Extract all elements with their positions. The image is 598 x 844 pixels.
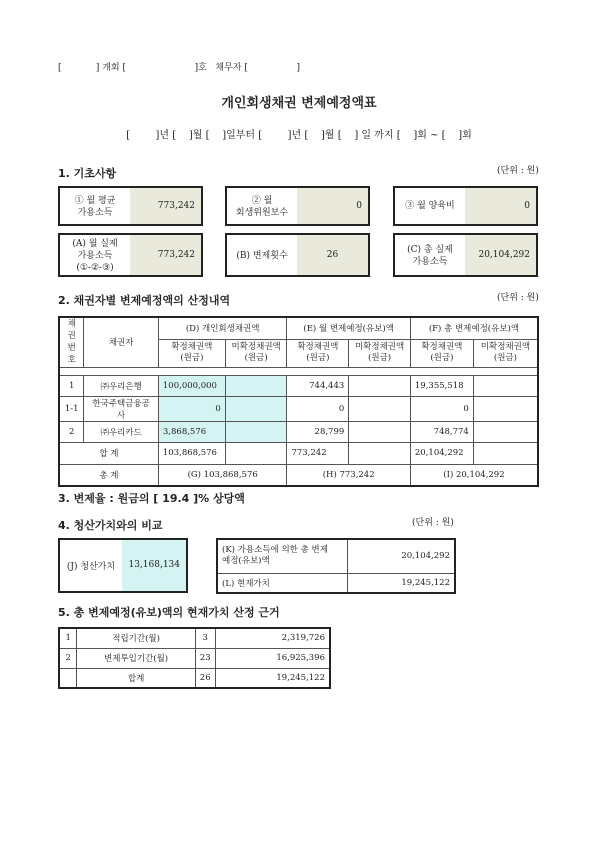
real-income-value: 773,242 [130, 235, 201, 275]
total-income-value: 20,104,292 [465, 235, 536, 275]
l-value: 19,245,122 [348, 573, 455, 593]
pv-sum-months: 26 [195, 668, 215, 688]
header-d-unconfirmed: 미확정채권액 (원금) [225, 339, 287, 367]
row-e-confirmed: 28,799 [287, 421, 349, 442]
row-e-unconfirmed [349, 396, 411, 421]
present-value-table [58, 627, 331, 689]
table-row [59, 421, 538, 442]
row-f-confirmed: 748,774 [410, 421, 473, 442]
k-value: 20,104,292 [348, 539, 455, 573]
period-line: [ ]년 [ ]월 [ ]일부터 [ ]년 [ ]월 [ ] 일 까지 [ ]회 ~ [ ]회 [126, 130, 472, 141]
case-header: [ ] 개회 [ ]호 채무자 [ ] [58, 63, 301, 73]
row-creditor: 한국주택금융공사 [84, 396, 158, 421]
pv-row-no: 2 [59, 648, 77, 668]
header-d-confirmed: 확정채권액 (원금) [158, 339, 225, 367]
pv-row-value: 16,925,396 [215, 648, 330, 668]
row-e-unconfirmed [349, 421, 411, 442]
row-d-confirmed: 3,868,576 [158, 421, 225, 442]
real-income-box [58, 233, 203, 277]
total-label: 총 계 [59, 464, 158, 486]
sum-d: 103,868,576 [158, 442, 225, 464]
row-f-confirmed: 19,355,518 [410, 375, 473, 396]
child-support-box [393, 186, 538, 226]
row-d-confirmed: 100,000,000 [158, 375, 225, 396]
row-d-unconfirmed [225, 396, 287, 421]
unit-label-2: (단위 : 원) [497, 293, 539, 303]
pv-row-label: 변제투입기간(월) [77, 648, 195, 668]
row-no: 1 [59, 375, 84, 396]
payment-count-box [225, 233, 370, 277]
row-creditor: ㈜우리은행 [84, 375, 158, 396]
sum-label: 합 계 [59, 442, 158, 464]
liquidation-value-box [58, 538, 188, 593]
total-i: (I) 20,104,292 [410, 464, 538, 486]
pv-row-no: 1 [59, 628, 77, 648]
liquidation-value-label: (J) 청산가치 [66, 562, 116, 572]
avg-income-label: ① 월 평균 가용소득 [74, 196, 116, 218]
row-d-unconfirmed [225, 375, 287, 396]
row-no: 1-1 [59, 396, 84, 421]
l-label: (L) 현재가치 [217, 573, 348, 593]
liquidation-value: 13,168,134 [122, 540, 186, 591]
row-d-confirmed: 0 [158, 396, 225, 421]
section3-title: 3. 변제율 : 원금의 [ 19.4 ]% 상당액 [58, 492, 245, 505]
row-f-confirmed: 0 [410, 396, 473, 421]
total-income-label: (C) 총 실제 가용소득 [407, 245, 453, 267]
sum-e: 773,242 [287, 442, 349, 464]
pv-sum-value: 19,245,122 [215, 668, 330, 688]
row-f-unconfirmed [473, 421, 538, 442]
table-row [59, 648, 330, 668]
committee-fee-value: 0 [297, 188, 368, 224]
child-support-value: 0 [465, 188, 536, 224]
real-income-label: (A) 월 실제 가용소득 (①-②-③) [72, 239, 118, 273]
pv-row-months: 23 [195, 648, 215, 668]
section2-title: 2. 채권자별 변제예정액의 산정내역 [58, 294, 231, 307]
avg-income-value: 773,242 [130, 188, 201, 224]
header-f-confirmed: 확정채권액 (원금) [410, 339, 473, 367]
child-support-label: ③ 월 양육비 [405, 201, 455, 211]
header-f: (F) 총 변제예정(유보)액 [410, 317, 538, 339]
pv-row-months: 3 [195, 628, 215, 648]
committee-fee-box [225, 186, 370, 226]
section5-title: 5. 총 변제예정(유보)액의 현재가치 산정 근거 [58, 606, 280, 619]
k-label: (K) 가용소득에 의한 총 변제 예정(유보)액 [217, 539, 348, 573]
row-e-unconfirmed [349, 375, 411, 396]
row-f-unconfirmed [473, 375, 538, 396]
sum-row [59, 442, 538, 464]
payment-count-label: (B) 변제횟수 [236, 251, 288, 261]
header-e: (E) 월 변제예정(유보)액 [287, 317, 410, 339]
pv-row-label: 적립기간(월) [77, 628, 195, 648]
header-d: (D) 개인회생채권액 [158, 317, 287, 339]
committee-fee-label: ② 월 회생위원보수 [235, 196, 289, 218]
row-d-unconfirmed [225, 421, 287, 442]
row-creditor: ㈜우리카드 [84, 421, 158, 442]
row-no: 2 [59, 421, 84, 442]
pv-row-value: 2,319,726 [215, 628, 330, 648]
avg-income-box [58, 186, 203, 226]
header-no: 채권 번호 [59, 317, 84, 367]
pv-sum-label: 합계 [77, 668, 195, 688]
payment-count-value: 26 [297, 235, 368, 275]
table-row [59, 628, 330, 648]
creditor-table [58, 316, 539, 487]
total-h: (H) 773,242 [287, 464, 410, 486]
header-creditor: 채권자 [84, 317, 158, 367]
section4-title: 4. 청산가치와의 비교 [58, 519, 163, 532]
total-income-box [393, 233, 538, 277]
comparison-table [216, 538, 456, 594]
header-f-unconfirmed: 미확정채권액 (원금) [473, 339, 538, 367]
unit-label-1: (단위 : 원) [497, 166, 539, 176]
header-e-confirmed: 확정채권액 (원금) [287, 339, 349, 367]
table-row [59, 375, 538, 396]
header-e-unconfirmed: 미확정채권액 (원금) [349, 339, 411, 367]
total-g: (G) 103,868,576 [158, 464, 287, 486]
section1-title: 1. 기초사항 [58, 167, 117, 180]
document-title: 개인회생채권 변제예정액표 [221, 96, 377, 111]
row-e-confirmed: 0 [287, 396, 349, 421]
row-f-unconfirmed [473, 396, 538, 421]
sum-f: 20,104,292 [410, 442, 473, 464]
unit-label-4: (단위 : 원) [412, 518, 454, 528]
pv-sum-row [59, 668, 330, 688]
row-e-confirmed: 744,443 [287, 375, 349, 396]
table-row [59, 396, 538, 421]
total-row [59, 464, 538, 486]
